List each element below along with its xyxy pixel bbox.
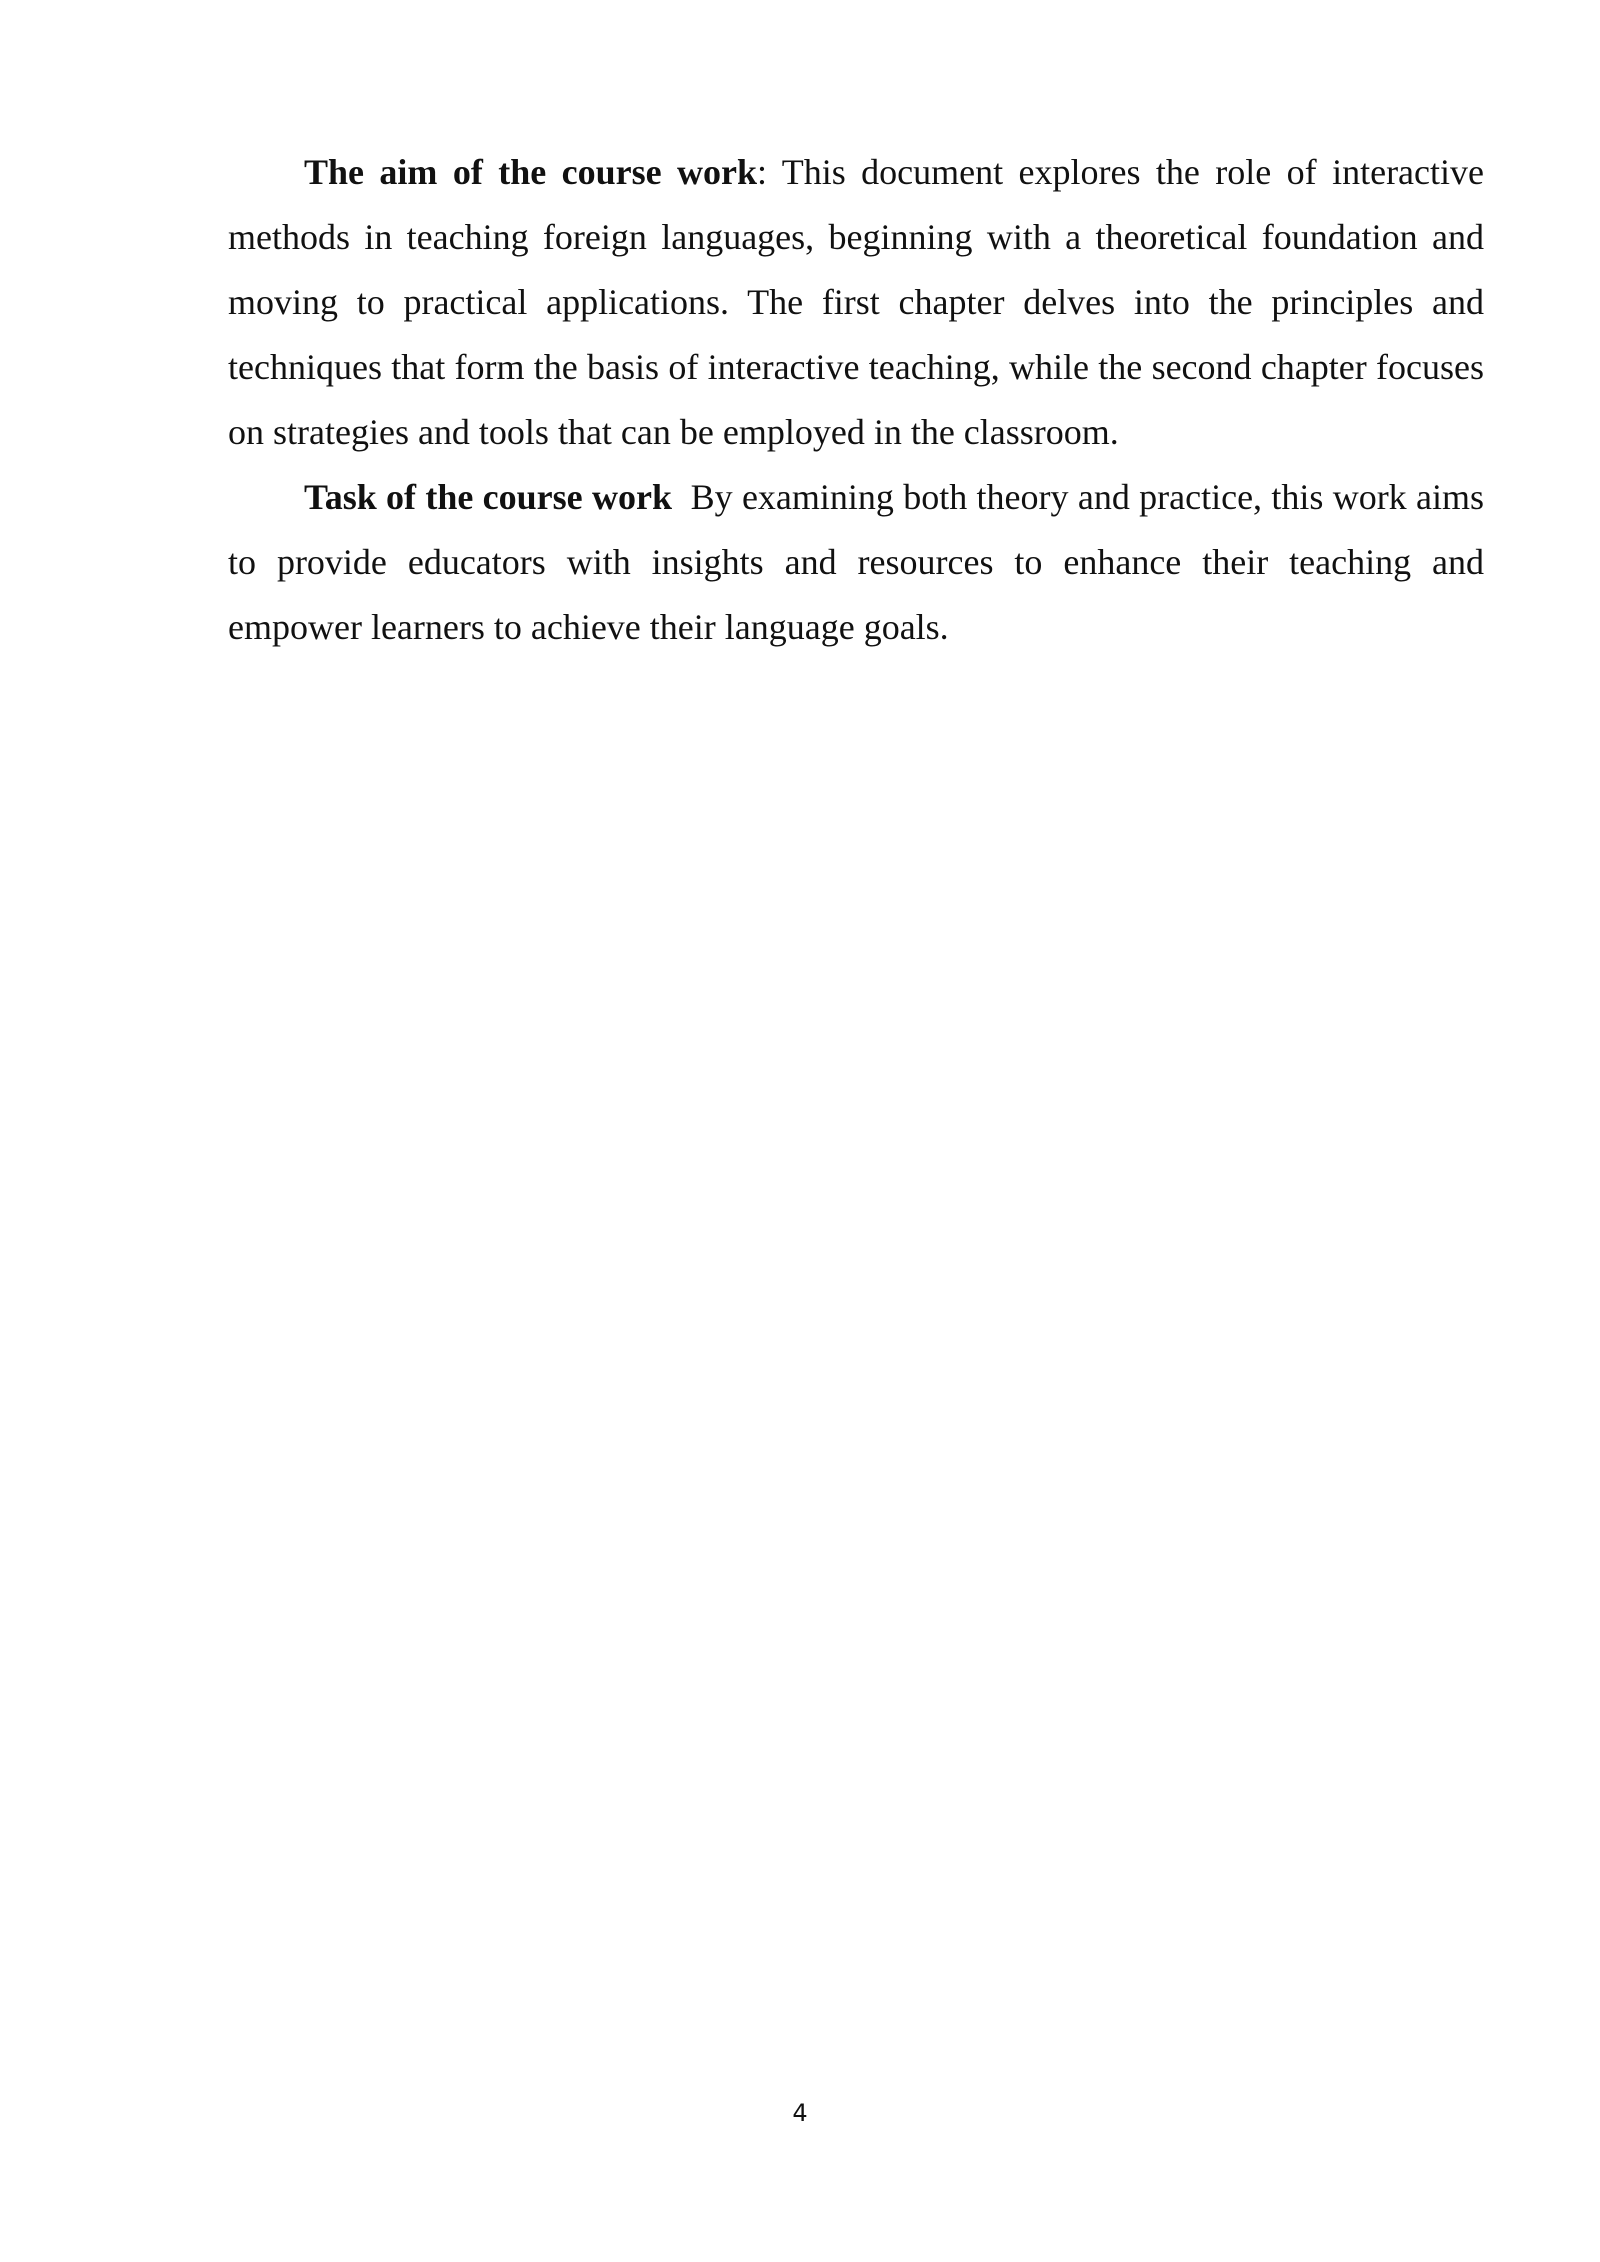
aim-text: : This document explores the role of interactive methods in teaching foreign languages, beginning with a theoretical foundation and moving to practical applications. The first chapter delves into the principles and techniques that form the basis of interactive teaching, while the second chapter focuses on strategies and tools that can be employed in the classroom. (228, 152, 1484, 452)
task-heading: Task of the course work (304, 477, 672, 517)
task-text: By examining both theory and practice, this work aims to provide educators with insights and resources to enhance their teaching and empower learners to achieve their language goals. (228, 477, 1493, 647)
aim-heading: The aim of the course work (304, 152, 757, 192)
page-number: 4 (792, 2099, 808, 2127)
aim-paragraph (228, 140, 1484, 465)
task-paragraph (228, 465, 1493, 660)
body-text (228, 140, 1493, 660)
